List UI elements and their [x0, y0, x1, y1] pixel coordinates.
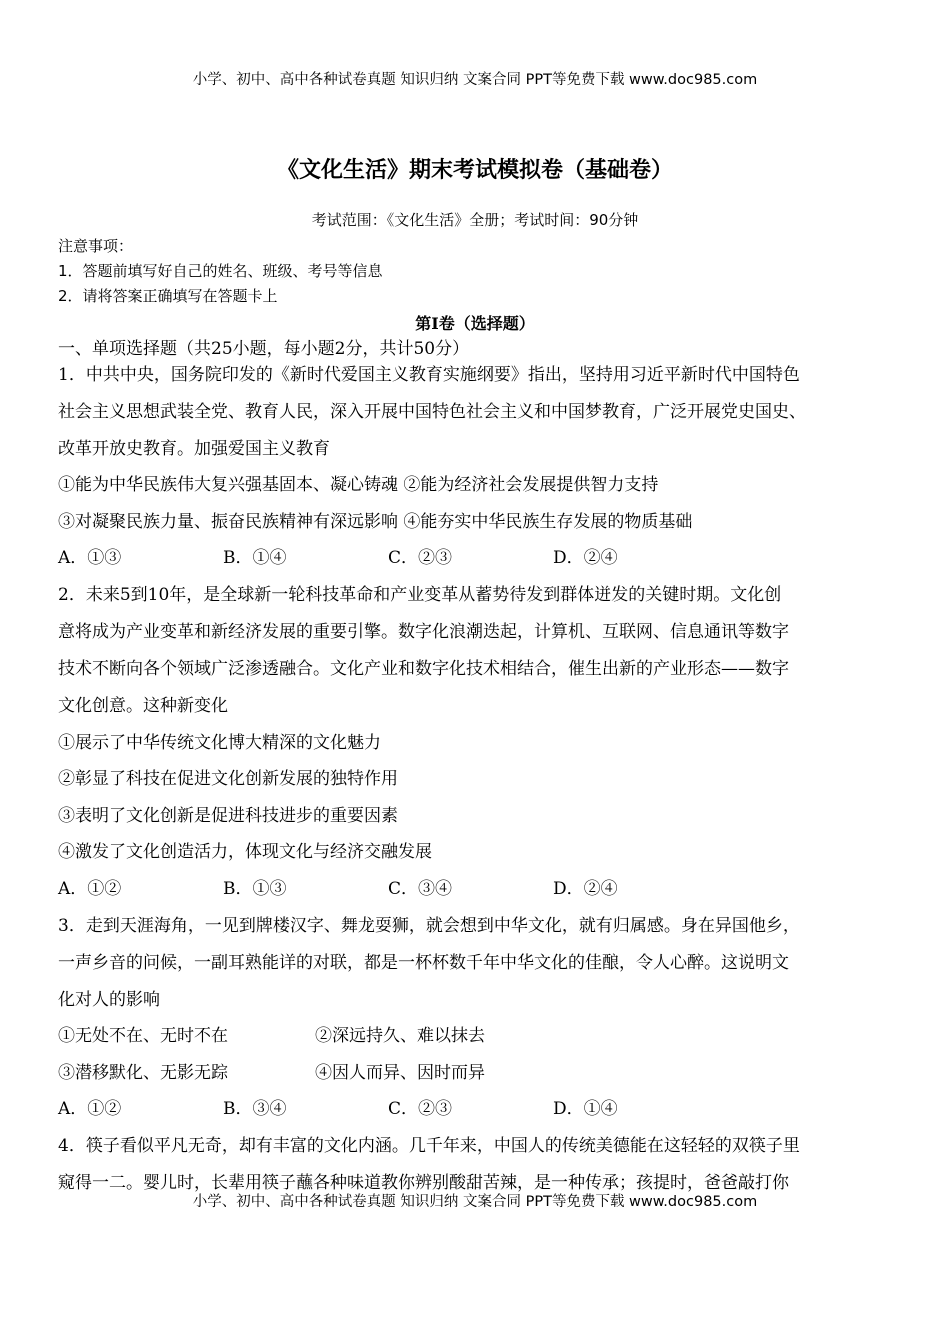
question-stem-line: 文化创意。这种新变化 [58, 696, 228, 716]
notice-heading: 注意事项： [58, 237, 134, 255]
option-d: D．①④ [553, 1099, 618, 1119]
notice-item: 1．答题前填写好自己的姓名、班级、考号等信息 [58, 262, 383, 280]
notice-item: 2．请将答案正确填写在答题卡上 [58, 287, 278, 305]
question-stem-line: 化对人的影响 [58, 990, 160, 1010]
question-stem-line: 改革开放史教育。加强爱国主义教育 [58, 439, 330, 459]
question-item: ①无处不在、无时不在 [58, 1026, 228, 1046]
option-c: C．③④ [388, 879, 453, 899]
option-d: D．②④ [553, 548, 618, 568]
option-c: C．②③ [388, 1099, 453, 1119]
question-item: ②深远持久、难以抹去 [315, 1026, 485, 1046]
exam-scope: 考试范围：《文化生活》全册；考试时间：90分钟 [311, 211, 639, 229]
option-b: B．①③ [223, 879, 287, 899]
footer-banner: 小学、初中、高中各种试卷真题 知识归纳 文案合同 PPT等免费下载 www.doc985.com [192, 1194, 758, 1210]
option-b: B．③④ [223, 1099, 287, 1119]
question-item: ①展示了中华传统文化博大精深的文化魅力 [58, 733, 381, 753]
question-stem-line: 3．走到天涯海角，一见到牌楼汉字、舞龙耍狮，就会想到中华文化，就有归属感。身在异国他乡， [58, 916, 800, 936]
option-a: A．①② [58, 879, 122, 899]
answer-options [58, 1094, 618, 1119]
question-stem-line: 1．中共中央，国务院印发的《新时代爱国主义教育实施纲要》指出，坚持用习近平新时代中国特色 [58, 365, 800, 385]
question-stem-line: 技术不断向各个领域广泛渗透融合。文化产业和数字化技术相结合，催生出新的产业形态——数字 [58, 659, 789, 679]
question-stem-line: 意将成为产业变革和新经济发展的重要引擎。数字化浪潮迭起，计算机、互联网、信息通讯等数字 [58, 622, 789, 642]
question-stem-line: 2．未来5到10年，是全球新一轮科技革命和产业变革从蓄势待发到群体迸发的关键时期。文化创 [58, 585, 782, 605]
question-stem-line: 4．筷子看似平凡无奇，却有丰富的文化内涵。几千年来，中国人的传统美德能在这轻轻的双筷子里 [58, 1136, 800, 1156]
question-item: ③对凝聚民族力量、振奋民族精神有深远影响 ④能夯实中华民族生存发展的物质基础 [58, 512, 693, 532]
header-banner: 小学、初中、高中各种试卷真题 知识归纳 文案合同 PPT等免费下载 www.doc985.com [192, 72, 758, 88]
question-stem-line: 窥得一二。婴儿时，长辈用筷子蘸各种味道教你辨别酸甜苦辣，是一种传承；孩提时，爸爸敲打你 [58, 1173, 789, 1193]
option-a: A．①② [58, 1099, 122, 1119]
option-c: C．②③ [388, 548, 453, 568]
question-item: ④激发了文化创造活力，体现文化与经济交融发展 [58, 842, 432, 862]
question-items-row [58, 1021, 485, 1046]
answer-options [58, 874, 618, 899]
option-b: B．①④ [223, 548, 287, 568]
section-title: 第I卷（选择题） [415, 314, 535, 333]
part-heading: 一、单项选择题（共25小题，每小题2分，共计50分） [58, 339, 470, 359]
option-d: D．②④ [553, 879, 618, 899]
question-item: ③表明了文化创新是促进科技进步的重要因素 [58, 806, 398, 826]
question-items-row [58, 1058, 485, 1083]
question-item: ②彰显了科技在促进文化创新发展的独特作用 [58, 769, 398, 789]
question-stem-line: 社会主义思想武装全党、教育人民，深入开展中国特色社会主义和中国梦教育，广泛开展党史国史、 [58, 402, 806, 422]
page-title: 《文化生活》期末考试模拟卷（基础卷） [276, 158, 673, 183]
question-item: ①能为中华民族伟大复兴强基固本、凝心铸魂 ②能为经济社会发展提供智力支持 [58, 475, 659, 495]
answer-options [58, 543, 618, 568]
question-item: ③潜移默化、无影无踪 [58, 1063, 228, 1083]
question-stem-line: 一声乡音的问候，一副耳熟能详的对联，都是一杯杯数千年中华文化的佳酿，令人心醉。这说明文 [58, 953, 789, 973]
question-item: ④因人而异、因时而异 [315, 1063, 485, 1083]
option-a: A．①③ [58, 548, 122, 568]
